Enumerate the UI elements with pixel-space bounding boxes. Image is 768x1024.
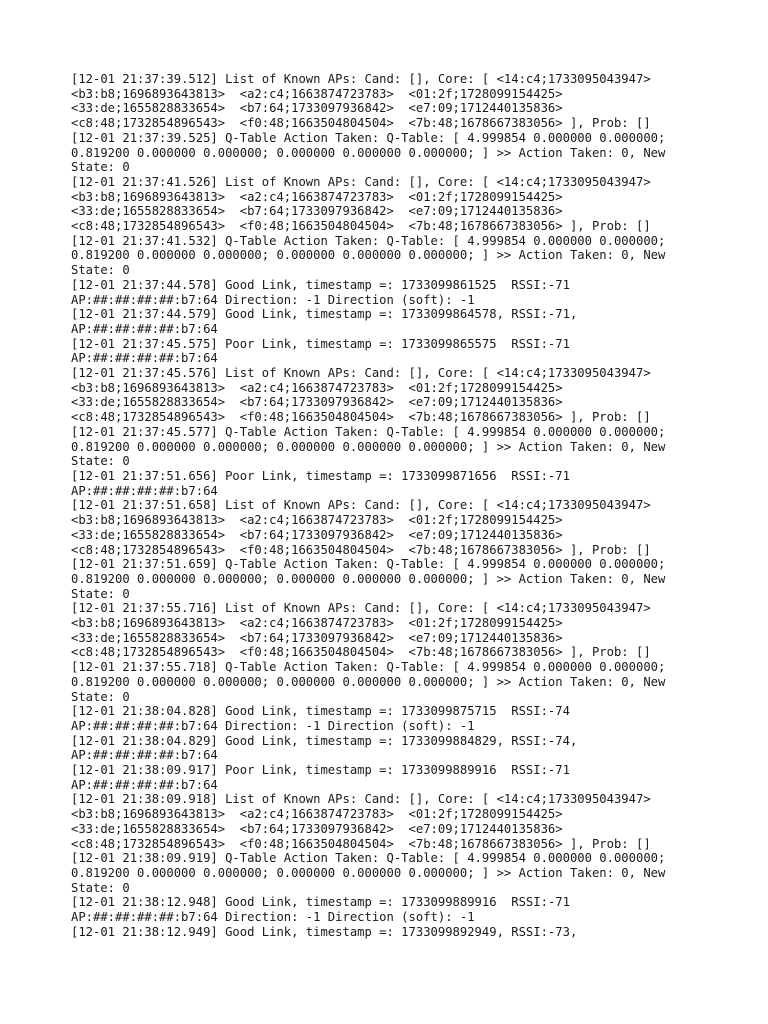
- log-line: <b3:b8;1696893643813> <a2:c4;1663874723783> <01:2f;1728099154425>: [71, 807, 563, 822]
- log-line: [12-01 21:37:39.525] Q-Table Action Taken: Q-Table: [ 4.999854 0.000000 0.000000;: [71, 130, 666, 145]
- log-line: [12-01 21:37:45.575] Poor Link, timestamp =: 1733099865575 RSSI:-71: [71, 336, 570, 351]
- log-line: [12-01 21:37:45.576] List of Known APs: Cand: [], Core: [ <14:c4;1733095043947>: [71, 366, 651, 381]
- log-line: State: 0: [71, 586, 130, 601]
- log-line: [12-01 21:37:41.526] List of Known APs: Cand: [], Core: [ <14:c4;1733095043947>: [71, 174, 651, 189]
- log-line: [12-01 21:37:44.579] Good Link, timestamp =: 1733099864578, RSSI:-71,: [71, 307, 578, 322]
- log-line: AP:##:##:##:##:b7:64: [71, 321, 218, 336]
- log-line: <b3:b8;1696893643813> <a2:c4;1663874723783> <01:2f;1728099154425>: [71, 86, 563, 101]
- log-line: <c8:48;1732854896543> <f0:48;1663504804504> <7b:48;1678667383056> ], Prob: []: [71, 542, 651, 557]
- log-line: <c8:48;1732854896543> <f0:48;1663504804504> <7b:48;1678667383056> ], Prob: []: [71, 219, 651, 234]
- log-line: State: 0: [71, 263, 130, 278]
- log-line: 0.819200 0.000000 0.000000; 0.000000 0.000000 0.000000; ] >> Action Taken: 0, New: [71, 248, 666, 263]
- log-line: <b3:b8;1696893643813> <a2:c4;1663874723783> <01:2f;1728099154425>: [71, 616, 563, 631]
- log-line: [12-01 21:37:44.578] Good Link, timestamp =: 1733099861525 RSSI:-71: [71, 277, 570, 292]
- log-line: <33:de;1655828833654> <b7:64;1733097936842> <e7:09;1712440135836>: [71, 821, 563, 836]
- log-line: [12-01 21:38:12.949] Good Link, timestamp =: 1733099892949, RSSI:-73,: [71, 924, 578, 939]
- log-line: <b3:b8;1696893643813> <a2:c4;1663874723783> <01:2f;1728099154425>: [71, 189, 563, 204]
- log-line: State: 0: [71, 454, 130, 469]
- log-line: 0.819200 0.000000 0.000000; 0.000000 0.000000 0.000000; ] >> Action Taken: 0, New: [71, 571, 666, 586]
- log-line: [12-01 21:38:09.917] Poor Link, timestamp =: 1733099889916 RSSI:-71: [71, 763, 570, 778]
- log-line: <33:de;1655828833654> <b7:64;1733097936842> <e7:09;1712440135836>: [71, 630, 563, 645]
- log-line: [12-01 21:37:51.658] List of Known APs: Cand: [], Core: [ <14:c4;1733095043947>: [71, 498, 651, 513]
- log-line: AP:##:##:##:##:b7:64 Direction: -1 Direction (soft): -1: [71, 292, 475, 307]
- log-line: <c8:48;1732854896543> <f0:48;1663504804504> <7b:48;1678667383056> ], Prob: []: [71, 645, 651, 660]
- log-line: AP:##:##:##:##:b7:64 Direction: -1 Direction (soft): -1: [71, 910, 475, 925]
- log-line: [12-01 21:37:41.532] Q-Table Action Taken: Q-Table: [ 4.999854 0.000000 0.000000;: [71, 233, 666, 248]
- log-line: [12-01 21:37:51.656] Poor Link, timestamp =: 1733099871656 RSSI:-71: [71, 468, 570, 483]
- log-line: <33:de;1655828833654> <b7:64;1733097936842> <e7:09;1712440135836>: [71, 204, 563, 219]
- log-line: <33:de;1655828833654> <b7:64;1733097936842> <e7:09;1712440135836>: [71, 527, 563, 542]
- log-line: [12-01 21:37:55.716] List of Known APs: Cand: [], Core: [ <14:c4;1733095043947>: [71, 601, 651, 616]
- log-line: [12-01 21:37:39.512] List of Known APs: Cand: [], Core: [ <14:c4;1733095043947>: [71, 72, 651, 86]
- log-line: [12-01 21:38:12.948] Good Link, timestamp =: 1733099889916 RSSI:-71: [71, 895, 570, 910]
- log-line: State: 0: [71, 689, 130, 704]
- log-line: [12-01 21:37:51.659] Q-Table Action Taken: Q-Table: [ 4.999854 0.000000 0.000000;: [71, 557, 666, 572]
- log-line: <33:de;1655828833654> <b7:64;1733097936842> <e7:09;1712440135836>: [71, 395, 563, 410]
- log-line: 0.819200 0.000000 0.000000; 0.000000 0.000000 0.000000; ] >> Action Taken: 0, New: [71, 145, 666, 160]
- log-document: [71, 72, 711, 939]
- log-line: State: 0: [71, 880, 130, 895]
- log-line: AP:##:##:##:##:b7:64: [71, 777, 218, 792]
- log-line: <c8:48;1732854896543> <f0:48;1663504804504> <7b:48;1678667383056> ], Prob: []: [71, 410, 651, 425]
- log-line: [12-01 21:37:45.577] Q-Table Action Taken: Q-Table: [ 4.999854 0.000000 0.000000;: [71, 424, 666, 439]
- log-line: AP:##:##:##:##:b7:64 Direction: -1 Direction (soft): -1: [71, 718, 475, 733]
- log-line: [12-01 21:38:04.828] Good Link, timestamp =: 1733099875715 RSSI:-74: [71, 704, 570, 719]
- log-line: AP:##:##:##:##:b7:64: [71, 748, 218, 763]
- log-line: 0.819200 0.000000 0.000000; 0.000000 0.000000 0.000000; ] >> Action Taken: 0, New: [71, 439, 666, 454]
- log-line: 0.819200 0.000000 0.000000; 0.000000 0.000000 0.000000; ] >> Action Taken: 0, New: [71, 674, 666, 689]
- log-line: <b3:b8;1696893643813> <a2:c4;1663874723783> <01:2f;1728099154425>: [71, 380, 563, 395]
- log-line: [12-01 21:37:55.718] Q-Table Action Taken: Q-Table: [ 4.999854 0.000000 0.000000;: [71, 660, 666, 675]
- log-line: AP:##:##:##:##:b7:64: [71, 351, 218, 366]
- log-line: 0.819200 0.000000 0.000000; 0.000000 0.000000 0.000000; ] >> Action Taken: 0, New: [71, 865, 666, 880]
- log-line: [12-01 21:38:09.919] Q-Table Action Taken: Q-Table: [ 4.999854 0.000000 0.000000;: [71, 851, 666, 866]
- log-line: <c8:48;1732854896543> <f0:48;1663504804504> <7b:48;1678667383056> ], Prob: []: [71, 116, 651, 131]
- log-line: State: 0: [71, 160, 130, 175]
- log-line: <b3:b8;1696893643813> <a2:c4;1663874723783> <01:2f;1728099154425>: [71, 513, 563, 528]
- log-line: <33:de;1655828833654> <b7:64;1733097936842> <e7:09;1712440135836>: [71, 101, 563, 116]
- log-line: AP:##:##:##:##:b7:64: [71, 483, 218, 498]
- log-line: [12-01 21:38:04.829] Good Link, timestamp =: 1733099884829, RSSI:-74,: [71, 733, 578, 748]
- log-line: [12-01 21:38:09.918] List of Known APs: Cand: [], Core: [ <14:c4;1733095043947>: [71, 792, 651, 807]
- log-line: <c8:48;1732854896543> <f0:48;1663504804504> <7b:48;1678667383056> ], Prob: []: [71, 836, 651, 851]
